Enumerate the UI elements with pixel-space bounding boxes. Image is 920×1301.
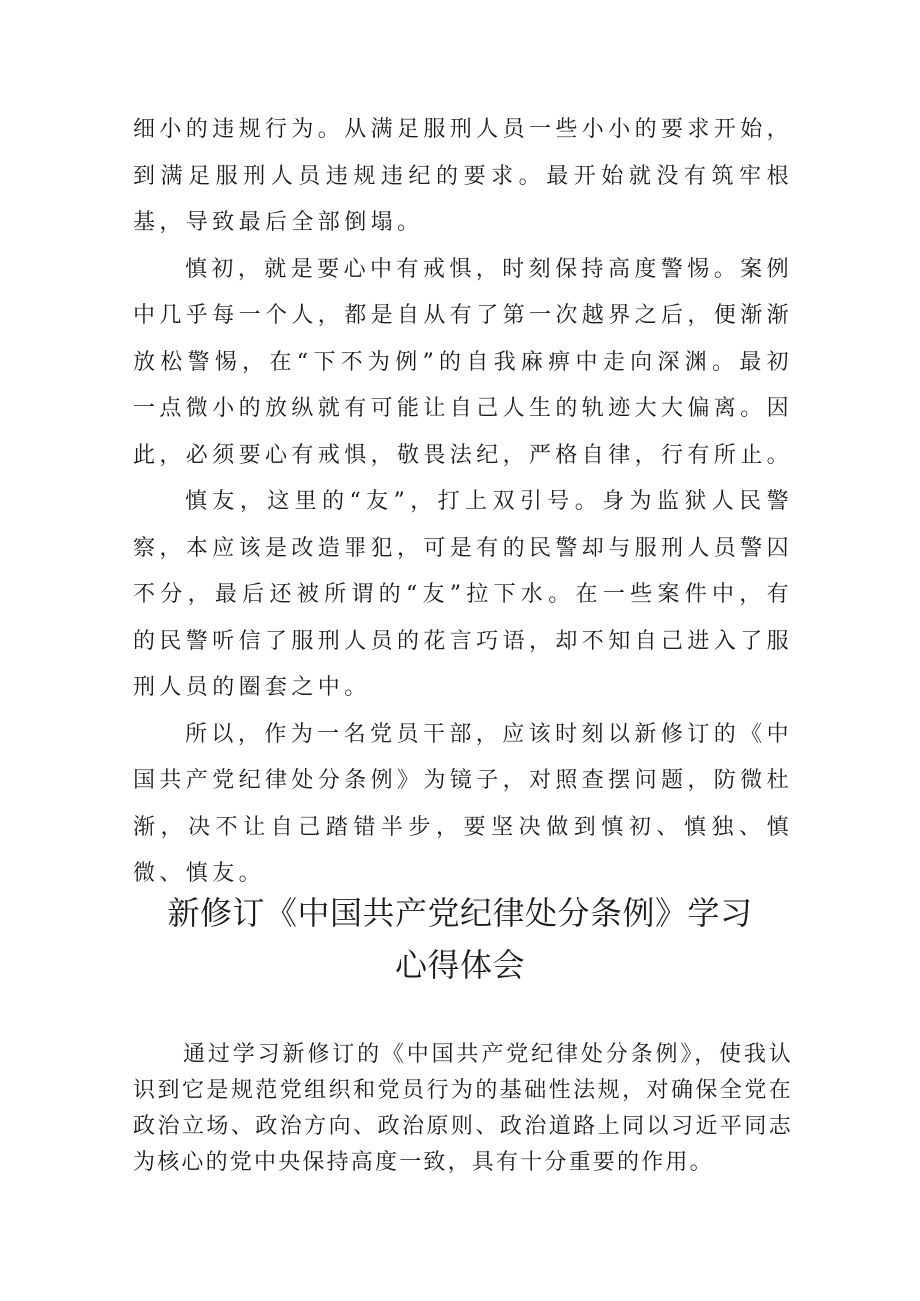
paragraph-continuation: 细小的违规行为。从满足服刑人员一些小小的要求开始，到满足服刑人员违规违纪的要求。最开始就没有筑牢根基，导致最后全部倒塌。 <box>133 117 794 235</box>
paragraph-intro: 通过学习新修订的《中国共产党纪律处分条例》，使我认识到它是规范党组织和党员行为的基础性法规，对确保全党在政治立场、政治方向、政治原则、政治道路上同以习近平同志为核心的党中央保持高度一致，具有十分重要的作用。 <box>133 1042 793 1175</box>
essay-body <box>133 1037 793 1181</box>
paragraph-conclusion: 所以，作为一名党员干部，应该时刻以新修订的《中国共产党纪律处分条例》为镜子，对照查摆问题，防微杜渐，决不让自己踏错半步，要坚决做到慎初、慎独、慎微、慎友。 <box>133 721 794 886</box>
previous-essay-continuation <box>133 107 793 898</box>
essay-title-line-2: 心得体会 <box>394 946 525 984</box>
paragraph-shenchu: 慎初，就是要心中有戒惧，时刻保持高度警惕。案例中几乎每一个人，都是自从有了第一次越界之后，便渐渐放松警惕，在“下不为例”的自我麻痹中走向深渊。最初一点微小的放纵就有可能让自己人生的轨迹大大偏离。因此，必须要心有戒惧，敬畏法纪，严格自律，行有所止。 <box>133 256 794 468</box>
paragraph-shenyou: 慎友，这里的“友”，打上双引号。身为监狱人民警察，本应该是改造罪犯，可是有的民警却与服刑人员警囚不分，最后还被所谓的“友”拉下水。在一些案件中，有的民警听信了服刑人员的花言巧语，却不知自己进入了服刑人员的圈套之中。 <box>133 489 794 700</box>
essay-title-line-1: 新修订《中国共产党纪律处分条例》学习 <box>167 894 753 932</box>
essay-title <box>110 887 810 991</box>
